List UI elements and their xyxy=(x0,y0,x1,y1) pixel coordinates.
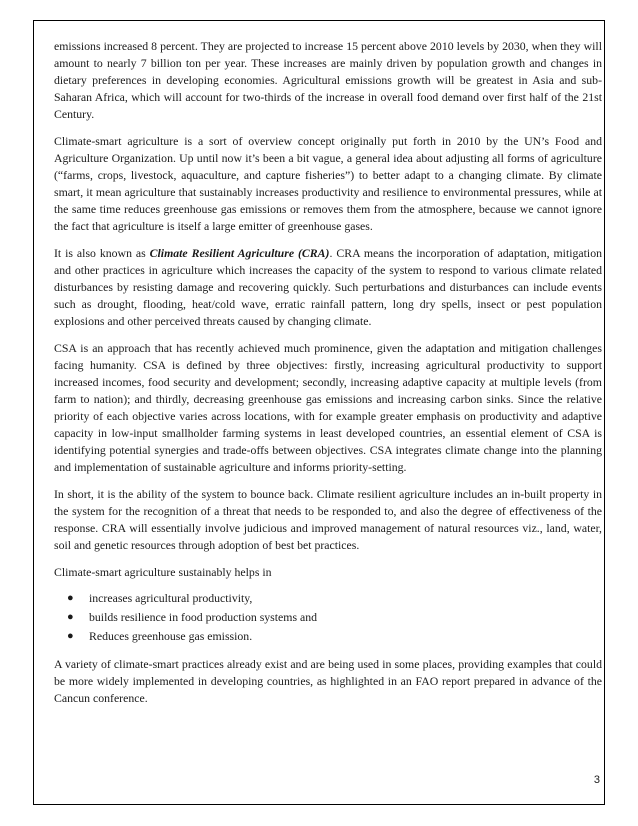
bullet-icon: ● xyxy=(67,611,74,623)
bullet-icon: ● xyxy=(67,592,74,604)
cra-prefix: It is also known as xyxy=(54,246,150,260)
paragraph-csa-objectives: CSA is an approach that has recently achieved much prominence, given the adaptation and mitigation challenges facing humanity. CSA is defined by three objectives: firstly, increasing agricultural productivity to support increased incomes, food security and development; secondly, increasing adaptive capacity at multiple levels (from farm to nation); and thirdly, decreasing greenhouse gas emissions and increasing carbon sinks. Since the relative priority of each objective varies across locations, with for example greater emphasis on productivity and adaptive capacity in low-input smallholder farming systems in least developed countries, an essential element of CSA is identifying potential synergies and trade-offs between objectives. CSA integrates climate change into the planning and implementation of sustainable agriculture and informs priority-setting. xyxy=(54,341,602,474)
benefits-list xyxy=(54,589,602,646)
paragraph-climate-smart-definition: Climate-smart agriculture is a sort of overview concept originally put forth in 2010 by the UN’s Food and Agriculture Organization. Up until now it’s been a bit vague, a general idea about adjusting all forms of agriculture (“farms, crops, livestock, aquaculture, and capture fisheries”) to better adapt to a changing climate. By climate smart, it mean agriculture that sustainably increases productivity and resilience to environmental pressures, while at the same time reduces greenhouse gas emissions or removes them from the atmosphere, because we cannot ignore the fact that agriculture is itself a large emitter of greenhouse gases. xyxy=(54,134,602,233)
cra-suffix: . CRA means the incorporation of adaptation, mitigation and other practices in agriculture which increases the capacity of the system to respond to various climate related disturbances by resisting damage and recovering quickly. Such perturbations and disturbances can include events such as drought, flooding, heat/cold wave, erratic rainfall pattern, long dry spells, insect or pest population explosions and other perceived threats caused by changing climate. xyxy=(54,246,602,328)
paragraph-practices: A variety of climate-smart practices already exist and are being used in some places, providing examples that could be more widely implemented in developing countries, as highlighted in an FAO report prepared in advance of the Cancun conference. xyxy=(54,657,602,705)
page-number: 3 xyxy=(593,774,600,786)
list-item-text: Reduces greenhouse gas emission. xyxy=(89,629,253,643)
list-item xyxy=(54,589,602,608)
document-body xyxy=(54,38,602,717)
paragraph-list-intro: Climate-smart agriculture sustainably helps in xyxy=(54,565,272,579)
paragraph-cra-definition xyxy=(54,245,602,330)
bullet-icon: ● xyxy=(67,630,74,642)
list-item xyxy=(54,627,602,646)
list-item xyxy=(54,608,602,627)
cra-term: Climate Resilient Agriculture (CRA) xyxy=(149,246,330,260)
list-item-text: builds resilience in food production systems and xyxy=(89,610,318,624)
list-item-text: increases agricultural productivity, xyxy=(89,591,253,605)
paragraph-emissions: emissions increased 8 percent. They are projected to increase 15 percent above 2010 levels by 2030, when they will amount to nearly 7 billion ton per year. These increases are mainly driven by population growth and changes in dietary preferences in developing economies. Agricultural emissions growth will be greatest in Asia and sub-Saharan Africa, which will account for two-thirds of the increase in overall food demand over first half of the 21st Century. xyxy=(54,39,602,121)
paragraph-resilience: In short, it is the ability of the system to bounce back. Climate resilient agriculture includes an in-built property in the system for the recognition of a threat that needs to be responded to, and also the degree of effectiveness of the response. CRA will essentially involve judicious and improved management of natural resources viz., land, water, soil and genetic resources through adoption of best bet practices. xyxy=(54,487,602,552)
